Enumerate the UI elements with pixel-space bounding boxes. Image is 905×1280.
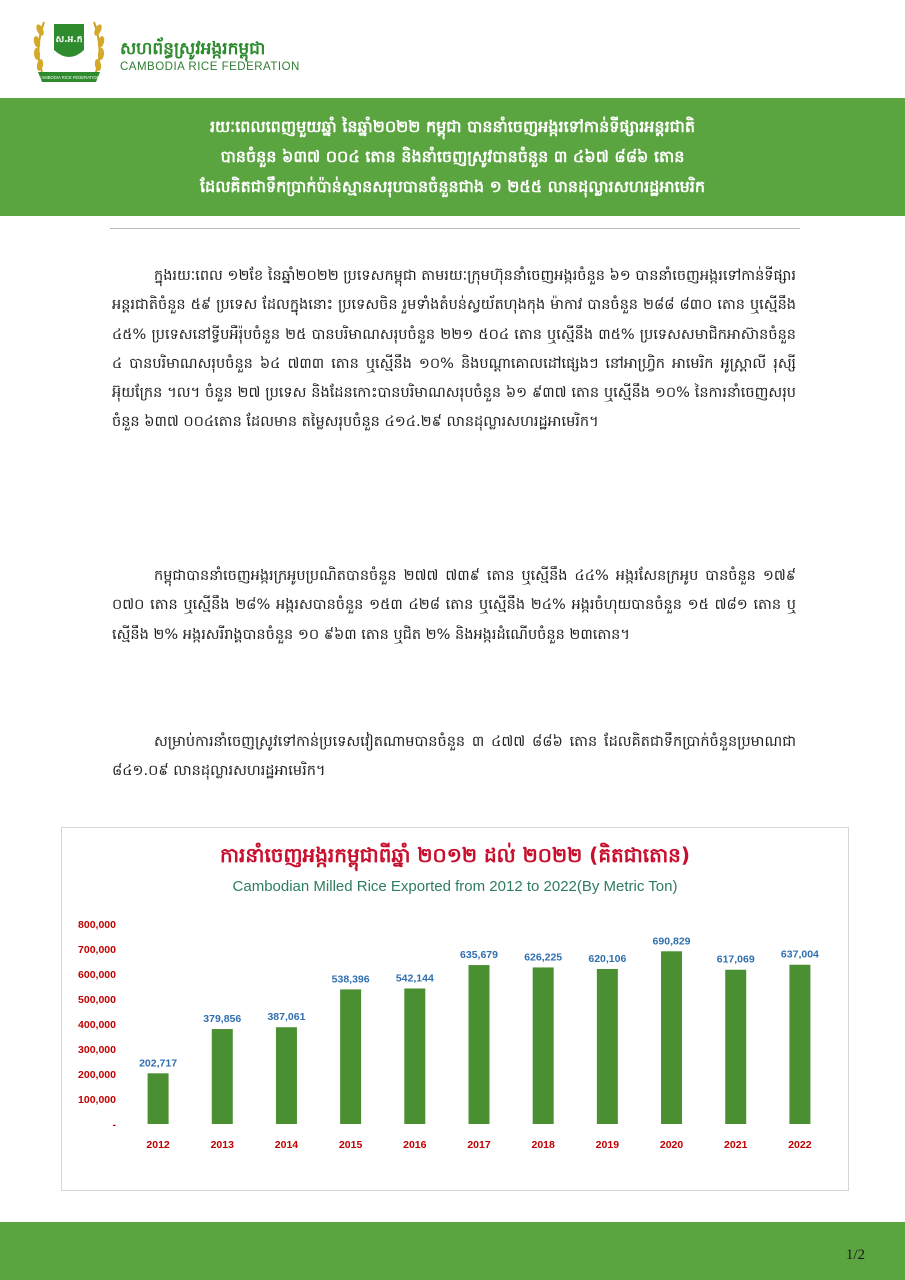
data-label-2015: 538,396 — [331, 973, 370, 986]
y-tick-label: 400,000 — [78, 1019, 116, 1031]
y-tick-label: 800,000 — [78, 919, 116, 931]
footer-bar — [0, 1222, 905, 1280]
y-tick-label: - — [112, 1119, 116, 1131]
y-tick-label: 100,000 — [78, 1094, 116, 1106]
bar-2020 — [661, 951, 682, 1124]
chart-plot-area — [62, 828, 848, 1190]
y-tick-label: 300,000 — [78, 1044, 116, 1056]
data-label-2014: 387,061 — [267, 1011, 306, 1024]
logo-caption: CAMBODIA RICE FEDERATION — [38, 75, 100, 80]
y-tick-label: 700,000 — [78, 944, 116, 956]
data-label-2016: 542,144 — [395, 972, 434, 985]
data-label-2012: 202,717 — [139, 1057, 178, 1070]
rice-wreath-logo-icon — [28, 10, 110, 90]
bar-2018 — [533, 967, 554, 1124]
headline-banner — [0, 98, 905, 216]
logo-text: ស.អ.ក — [55, 35, 83, 45]
x-tick-label-2021: 2021 — [724, 1139, 748, 1151]
data-label-2021: 617,069 — [716, 953, 755, 966]
bar-2022 — [789, 965, 810, 1124]
x-tick-label-2018: 2018 — [531, 1139, 555, 1151]
x-tick-label-2013: 2013 — [210, 1139, 234, 1151]
paragraph-paddy-exports: សម្រាប់ការនាំចេញស្រូវទៅកាន់ប្រទេសវៀតណាមបានចំនួន ៣ ៤៧៧ ៨៨៦ តោន ដែលគិតជាទឹកប្រាក់ចំនួនប្រមាណជា ៨៤១.០៩ លានដុល្លារសហរដ្ឋអាមេរិក។ — [112, 734, 796, 780]
bar-2014 — [276, 1027, 297, 1124]
paragraph-rice-types: កម្ពុជាបាននាំចេញអង្ករក្រអូបប្រណិតបានចំនួន ២៧៧ ៧៣៩ តោន ឬស្មើនឹង ៤៤% អង្ករសែនក្រអូប បានចំនួន ១៧៩ ០៧០ តោន ឬស្មើនឹង ២៨% អង្ករសបានចំនួន ១៥៣ ៤២៨ តោន ឬស្មើនឹង ២៤% អង្ករចំហុយបានចំនួន ១៥ ៧៨១ តោន ឬស្មើនឹង ២% អង្ករសរីរាង្គបានចំនួន ១០ ៩៦៣ តោន ឬជិត ២% និងអង្ករដំណើបចំនួន ២៣តោន។ — [112, 568, 796, 643]
x-tick-label-2014: 2014 — [274, 1139, 299, 1151]
data-label-2013: 379,856 — [203, 1013, 242, 1026]
chart-subtitle: Cambodian Milled Rice Exported from 2012 to 2022(By Metric Ton) — [232, 878, 678, 895]
rice-export-chart — [61, 827, 849, 1191]
x-tick-label-2015: 2015 — [338, 1139, 363, 1151]
y-tick-label: 500,000 — [78, 994, 116, 1006]
x-tick-label-2022: 2022 — [788, 1139, 812, 1151]
bar-2013 — [212, 1029, 233, 1124]
data-label-2019: 620,106 — [588, 952, 627, 965]
org-name-en: CAMBODIA RICE FEDERATION — [120, 61, 300, 73]
paragraph-export-destinations: ក្នុងរយៈពេល ១២ខែ នៃឆ្នាំ២០២២ ប្រទេសកម្ពុជា តាមរយៈក្រុមហ៊ុននាំចេញអង្ករចំនួន ៦១ បាននាំចេញអង្ករទៅកាន់ទីផ្សារអន្តរជាតិចំនួន ៥៩ ប្រទេស ដែលក្នុងនោះ ប្រទេសចិន រួមទាំងតំបន់ស្វយ័តហុងកុង ម៉ាកាវ បានចំនួន ២៨៨ ៨៣០ តោន ឬស្មើនឹង ៤៥% ប្រទេសនៅទ្វីបអឺរ៉ុបចំនួន ២៥ បានបរិមាណសរុបចំនួន ២២១ ៥០៤ តោន ឬស្មើនឹង ៣៥% ប្រទេសសមាជិកអាស៊ានចំនួន ៤ បានបរិមាណសរុបចំនួន ៦៤ ៧៣៣ តោន ឬស្មើនឹង ១០% និងបណ្តាគោលដៅផ្សេងៗ នៅអាហ្វ្រិក អាមេរិក អូស្ត្រាលី រុស្សី អ៊ុយក្រែន ។ល។ ចំនួន ២៧ ប្រទេស និងដែនកោះបានបរិមាណសរុបចំនួន ៦១ ៩៣៧ តោន ឬស្មើនឹង ១០% នៃការនាំចេញសរុបចំនួន ៦៣៧ ០០៤តោន ដែលមាន តម្លៃសរុបចំនួន ៤១៤.២៩ លានដុល្លារសហរដ្ឋអាមេរិក។ — [112, 268, 796, 431]
page-number: 1/2 — [845, 1247, 865, 1263]
bar-2016 — [404, 988, 425, 1124]
bar-2019 — [597, 969, 618, 1124]
banner-line-3: ដែលគិតជាទឹកប្រាក់ប៉ាន់ស្មានសរុបបានចំនួនជាង ១ ២៥៥ លានដុល្លារសហរដ្ឋអាមេរិក — [199, 177, 706, 196]
bar-2021 — [725, 970, 746, 1124]
data-label-2020: 690,829 — [652, 935, 691, 948]
org-name-km: សហព័ន្ធស្រូវអង្ករកម្ពុជា — [120, 39, 266, 59]
banner-line-1: រយៈពេលពេញមួយឆ្នាំ នៃឆ្នាំ២០២២ កម្ពុជា បាននាំចេញអង្ករទៅកាន់ទីផ្សារអន្តរជាតិ — [209, 117, 696, 136]
y-tick-label: 600,000 — [78, 969, 116, 981]
federation-logo — [28, 10, 110, 90]
x-tick-label-2012: 2012 — [146, 1139, 170, 1151]
bar-2012 — [148, 1073, 169, 1124]
chart-title: ការនាំចេញអង្ករកម្ពុជាពីឆ្នាំ ២០១២ ដល់ ២០២២ (គិតជាតោន) — [220, 843, 690, 867]
x-tick-label-2020: 2020 — [659, 1139, 684, 1151]
y-tick-label: 200,000 — [78, 1069, 116, 1081]
x-tick-label-2016: 2016 — [403, 1139, 427, 1151]
divider — [110, 228, 800, 229]
banner-line-2: បានចំនួន ៦៣៧ ០០៤ តោន និងនាំចេញស្រូវបានចំនួន ៣ ៤៦៧ ៨៨៦ តោន — [220, 147, 685, 166]
bar-2017 — [469, 965, 490, 1124]
x-tick-label-2017: 2017 — [467, 1139, 491, 1151]
data-label-2018: 626,225 — [524, 951, 563, 964]
data-label-2022: 637,004 — [780, 948, 819, 961]
x-tick-label-2019: 2019 — [595, 1139, 620, 1151]
data-label-2017: 635,679 — [460, 949, 498, 962]
bar-2015 — [340, 989, 361, 1124]
